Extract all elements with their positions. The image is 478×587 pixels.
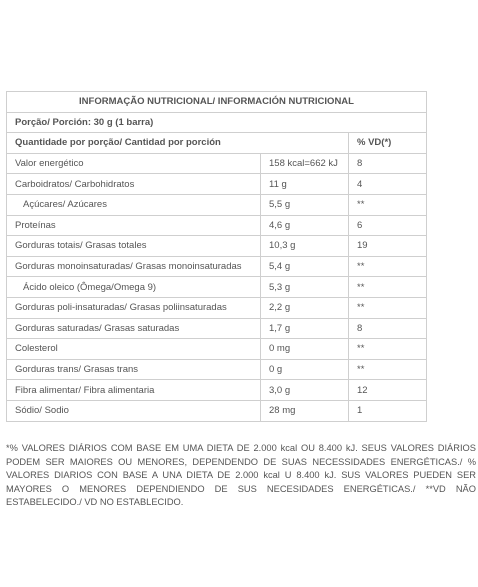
- nutrient-name: Sódio/ Sodio: [7, 400, 261, 421]
- nutrient-name: Proteínas: [7, 215, 261, 236]
- nutrient-daily-value: 8: [349, 318, 427, 339]
- table-row: [7, 400, 427, 421]
- nutrition-facts-table: [6, 91, 427, 422]
- table-row: [7, 153, 427, 174]
- nutrient-amount: 11 g: [261, 174, 349, 195]
- nutrient-amount: 1,7 g: [261, 318, 349, 339]
- nutrient-name: Açúcares/ Azúcares: [7, 194, 261, 215]
- nutrient-daily-value: 19: [349, 236, 427, 257]
- nutrient-name: Gorduras poli-insaturadas/ Grasas poliinsaturadas: [7, 297, 261, 318]
- nutrient-amount: 5,5 g: [261, 194, 349, 215]
- table-row: [7, 318, 427, 339]
- nutrient-name: Gorduras saturadas/ Grasas saturadas: [7, 318, 261, 339]
- table-title-row: [7, 92, 427, 113]
- table-row: [7, 339, 427, 360]
- nutrient-daily-value: 12: [349, 380, 427, 401]
- nutrient-name: Carboidratos/ Carbohidratos: [7, 174, 261, 195]
- table-row: [7, 174, 427, 195]
- nutrient-amount: 158 kcal=662 kJ: [261, 153, 349, 174]
- header-row: [7, 133, 427, 154]
- table-row: [7, 256, 427, 277]
- nutrient-amount: 5,4 g: [261, 256, 349, 277]
- nutrient-daily-value: 6: [349, 215, 427, 236]
- table-row: [7, 236, 427, 257]
- table-row: [7, 277, 427, 298]
- nutrient-amount: 0 g: [261, 359, 349, 380]
- nutrient-amount: 3,0 g: [261, 380, 349, 401]
- daily-value-footnote: *% VALORES DIÁRIOS COM BASE EM UMA DIETA DE 2.000 kcal OU 8.400 kJ. SEUS VALORES DIÁRIOS PODEM SER MAIORES OU MENORES, DEPENDENDO DE SUAS NECESSIDADES ENERGÉTICAS./ % VALORES DIARIOS CON BASE A UNA DIETA DE 2.000 kcal U 8.400 kJ. SUS VALORES PUEDEN SER MAYORES O MENORES DEPENDIENDO DE SUS NECESIDADES ENERGÉTICAS./ **VD NÃO ESTABELECIDO./ VD NO ESTABLECIDO.: [6, 443, 476, 508]
- table-row: [7, 380, 427, 401]
- nutrient-amount: 2,2 g: [261, 297, 349, 318]
- table-row: [7, 297, 427, 318]
- nutrient-daily-value: **: [349, 297, 427, 318]
- nutrient-amount: 10,3 g: [261, 236, 349, 257]
- nutrient-daily-value: **: [349, 194, 427, 215]
- nutrient-name: Gorduras monoinsaturadas/ Grasas monoinsaturadas: [7, 256, 261, 277]
- nutrient-amount: 28 mg: [261, 400, 349, 421]
- nutrient-name: Valor energético: [7, 153, 261, 174]
- nutrient-daily-value: **: [349, 256, 427, 277]
- nutrient-amount: 5,3 g: [261, 277, 349, 298]
- portion-row: [7, 112, 427, 133]
- nutrient-daily-value: **: [349, 339, 427, 360]
- table-row: [7, 215, 427, 236]
- nutrient-name: Fibra alimentar/ Fibra alimentaria: [7, 380, 261, 401]
- table-title: INFORMAÇÃO NUTRICIONAL/ INFORMACIÓN NUTRICIONAL: [7, 92, 427, 113]
- nutrient-daily-value: 1: [349, 400, 427, 421]
- nutrient-daily-value: **: [349, 277, 427, 298]
- header-daily-value: % VD(*): [349, 133, 427, 154]
- nutrient-name: Gorduras totais/ Grasas totales: [7, 236, 261, 257]
- portion-label: Porção/ Porción: 30 g (1 barra): [7, 112, 427, 133]
- nutrient-daily-value: 4: [349, 174, 427, 195]
- nutrient-name: Ácido oleico (Ômega/Omega 9): [7, 277, 261, 298]
- table-row: [7, 194, 427, 215]
- header-quantity-per-portion: Quantidade por porção/ Cantidad por porción: [7, 133, 349, 154]
- nutrient-daily-value: **: [349, 359, 427, 380]
- nutrient-amount: 0 mg: [261, 339, 349, 360]
- nutrient-daily-value: 8: [349, 153, 427, 174]
- table-row: [7, 359, 427, 380]
- nutrient-amount: 4,6 g: [261, 215, 349, 236]
- nutrient-name: Colesterol: [7, 339, 261, 360]
- nutrient-name: Gorduras trans/ Grasas trans: [7, 359, 261, 380]
